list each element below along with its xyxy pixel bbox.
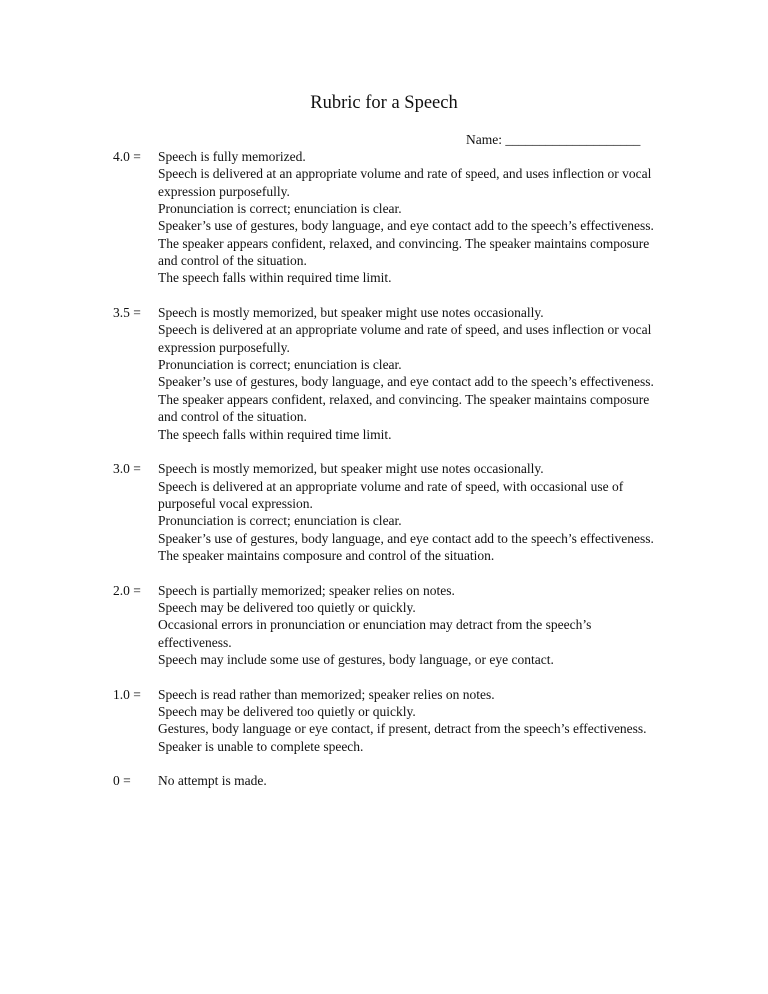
criteria-list xyxy=(158,772,658,789)
criterion: The speech falls within required time limit. xyxy=(158,426,392,442)
score-label: 0 = xyxy=(113,773,131,789)
criterion: The speaker appears confident, relaxed, and convincing. The speaker maintains composure and control of the situation. xyxy=(158,391,650,425)
rubric-level-2-0 xyxy=(113,582,658,669)
criterion: Speech may include some use of gestures, body language, or eye contact. xyxy=(158,651,554,667)
criterion: Speech is mostly memorized, but speaker might use notes occasionally. xyxy=(158,305,544,321)
criterion: Gestures, body language or eye contact, if present, detract from the speech’s effectiveness. xyxy=(158,721,647,737)
criterion: Speech is delivered at an appropriate volume and rate of speed, with occasional use of purposeful vocal expression. xyxy=(158,478,624,511)
criterion: Speech is fully memorized. xyxy=(158,149,306,164)
criterion: Speech is partially memorized; speaker relies on notes. xyxy=(158,582,455,598)
criterion: Speaker is unable to complete speech. xyxy=(158,738,364,754)
criterion: Pronunciation is correct; enunciation is clear. xyxy=(158,201,402,217)
rubric-level-1-0 xyxy=(113,686,658,755)
criterion: Occasional errors in pronunciation or enunciation may detract from the speech’s effectiveness. xyxy=(158,617,592,650)
criterion: Speech may be delivered too quietly or quickly. xyxy=(158,599,416,615)
criterion: Speech is delivered at an appropriate volume and rate of speed, and uses inflection or vocal expression purposefully. xyxy=(158,322,652,355)
criteria-list xyxy=(158,582,658,669)
criteria-list xyxy=(158,148,658,287)
criterion: Speech is mostly memorized, but speaker might use notes occasionally. xyxy=(158,461,544,477)
score-label: 4.0 = xyxy=(113,149,141,164)
criterion: Speech may be delivered too quietly or quickly. xyxy=(158,704,416,719)
criterion: Speaker’s use of gestures, body language, and eye contact add to the speech’s effectiveness. xyxy=(158,530,654,546)
rubric-level-0 xyxy=(113,772,658,789)
criterion: Speech is delivered at an appropriate volume and rate of speed, and uses inflection or vocal expression purposefully. xyxy=(158,166,652,199)
score-label: 1.0 = xyxy=(113,686,141,702)
score-label: 2.0 = xyxy=(113,582,141,598)
rubric-list xyxy=(113,148,658,807)
rubric-level-3-0 xyxy=(113,460,658,564)
criterion: Speaker’s use of gestures, body language, and eye contact add to the speech’s effectiveness. xyxy=(158,218,654,234)
criterion: The speaker maintains composure and control of the situation. xyxy=(158,547,495,563)
rubric-level-4-0 xyxy=(113,148,658,287)
criterion: Speaker’s use of gestures, body language, and eye contact add to the speech’s effectiveness. xyxy=(158,374,654,390)
score-label: 3.5 = xyxy=(113,305,141,321)
rubric-level-3-5 xyxy=(113,304,658,443)
score-label: 3.0 = xyxy=(113,461,141,477)
criterion: Pronunciation is correct; enunciation is clear. xyxy=(158,357,402,373)
criterion: No attempt is made. xyxy=(158,773,267,789)
criteria-list xyxy=(158,460,658,564)
criterion: The speaker appears confident, relaxed, and convincing. The speaker maintains composure and control of the situation. xyxy=(158,235,650,269)
criterion: Pronunciation is correct; enunciation is clear. xyxy=(158,513,402,529)
criteria-list xyxy=(158,686,658,755)
criteria-list xyxy=(158,304,658,443)
criterion: Speech is read rather than memorized; speaker relies on notes. xyxy=(158,686,495,702)
criterion: The speech falls within required time limit. xyxy=(158,270,392,286)
page-title: Rubric for a Speech xyxy=(310,93,458,113)
name-field-label: Name: ____________________ xyxy=(466,132,641,147)
